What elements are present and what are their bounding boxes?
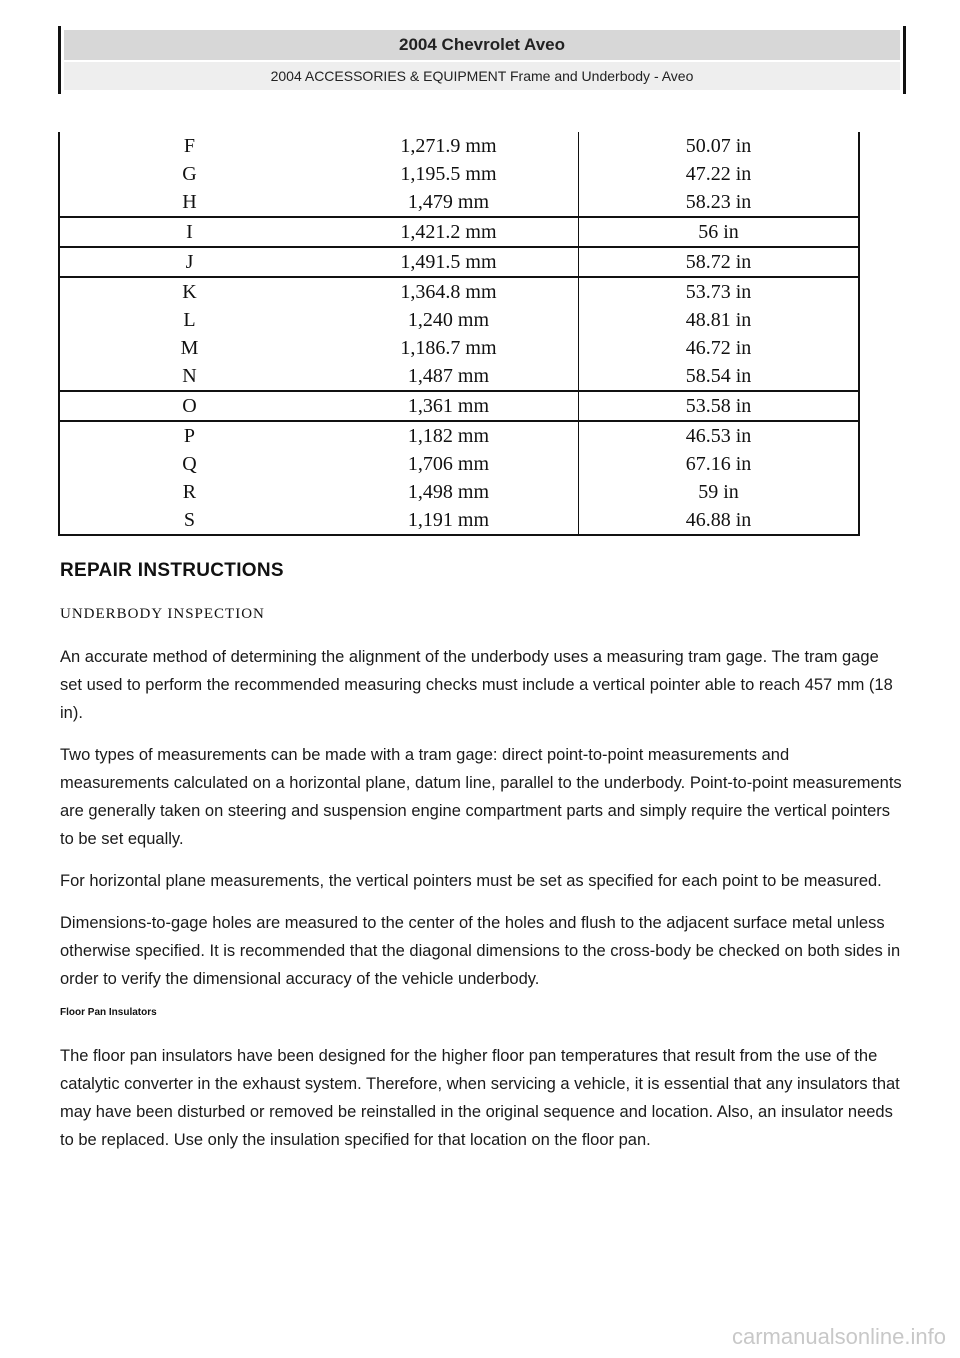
cell-inch: 46.53 in (579, 421, 859, 450)
cell-mm: 1,479 mm (407, 190, 490, 213)
cell-letter: S (59, 506, 319, 535)
cell-inch: 48.81 in (579, 306, 859, 334)
cell-inch: 56 in (579, 217, 859, 247)
table-row (59, 160, 859, 188)
cell-letter: P (59, 421, 319, 450)
cell-mm: 1,706 mm (407, 452, 490, 475)
table-row (59, 334, 859, 362)
cell-letter: R (59, 478, 319, 506)
cell-mm: 1,487 mm (407, 364, 490, 387)
header-left-rule (58, 26, 61, 94)
watermark: carmanualsonline.info (731, 1324, 946, 1349)
paragraph: An accurate method of determining the alignment of the underbody uses a measuring tram gage. The tram gage set used to perform the recommended measuring checks must include a vertical pointer able to reach 457 mm (18 in). (60, 648, 893, 722)
cell-mm: 1,240 mm (407, 308, 490, 331)
cell-mm: 1,182 mm (319, 421, 579, 450)
cell-mm: 1,491.5 mm (319, 247, 579, 277)
cell-letter: G (59, 160, 319, 188)
table-row (59, 306, 859, 334)
cell-inch: 67.16 in (579, 450, 859, 478)
cell-inch: 53.73 in (579, 277, 859, 306)
table-row (59, 247, 859, 277)
section-heading: REPAIR INSTRUCTIONS (60, 560, 284, 581)
cell-inch: 58.23 in (579, 188, 859, 217)
cell-letter: L (59, 306, 319, 334)
cell-letter: H (59, 188, 319, 217)
paragraph: For horizontal plane measurements, the vertical pointers must be set as specified for each point to be measured. (60, 872, 882, 890)
page-header (58, 26, 906, 94)
table-row (59, 450, 859, 478)
repair-instructions (60, 560, 902, 1168)
cell-inch: 47.22 in (579, 160, 859, 188)
cell-inch: 58.72 in (579, 247, 859, 277)
cell-letter: F (59, 132, 319, 160)
cell-mm: 1,421.2 mm (319, 217, 579, 247)
cell-letter: N (59, 362, 319, 391)
cell-inch: 46.72 in (579, 334, 859, 362)
floor-pan-subheading: Floor Pan Insulators (60, 1007, 157, 1018)
header-right-rule (903, 26, 906, 94)
cell-mm: 1,271.9 mm (400, 134, 497, 157)
cell-letter: K (59, 277, 319, 306)
table-row (59, 277, 859, 306)
header-title: 2004 Chevrolet Aveo (64, 30, 900, 60)
paragraph: The floor pan insulators have been designed for the higher floor pan temperatures that result from the use of the catalytic converter in the exhaust system. Therefore, when servicing a vehicle, it is essential that any insulators that may have been disturbed or removed be reinstalled in the original sequence and location. Also, an insulator needs to be replaced. Use only the insulation specified for that location on the floor pan. (60, 1047, 900, 1149)
cell-letter: Q (59, 450, 319, 478)
table-row (59, 506, 859, 535)
cell-mm: 1,364.8 mm (319, 277, 579, 306)
cell-mm: 1,195.5 mm (400, 162, 497, 185)
cell-inch: 50.07 in (579, 132, 859, 160)
cell-mm: 1,361 mm (319, 391, 579, 421)
table-row (59, 478, 859, 506)
cell-letter: O (59, 391, 319, 421)
dimension-table (58, 132, 860, 536)
table-row (59, 188, 859, 217)
cell-mm: 1,191 mm (319, 506, 579, 535)
cell-inch: 58.54 in (579, 362, 859, 391)
cell-letter: J (59, 247, 319, 277)
table-row (59, 421, 859, 450)
paragraph: Two types of measurements can be made with a tram gage: direct point-to-point measurements and measurements calculated on a horizontal plane, datum line, parallel to the underbody. Point-to-point measurements are generally taken on steering and suspension engine compartment parts and simply require the vertical pointers to be set equally. (60, 746, 902, 848)
cell-mm: 1,498 mm (407, 480, 490, 503)
section-subheading: UNDERBODY INSPECTION (60, 606, 265, 622)
cell-letter: I (59, 217, 319, 247)
paragraph: Dimensions-to-gage holes are measured to the center of the holes and flush to the adjacent surface metal unless otherwise specified. It is recommended that the diagonal dimensions to the cross-body be checked on both sides in order to verify the dimensional accuracy of the vehicle underbody. (60, 914, 901, 988)
cell-inch: 59 in (579, 478, 859, 506)
table-row (59, 132, 859, 160)
cell-letter: M (59, 334, 319, 362)
table-row (59, 362, 859, 391)
cell-inch: 46.88 in (579, 506, 859, 535)
table-row (59, 217, 859, 247)
header-subtitle: 2004 ACCESSORIES & EQUIPMENT Frame and Underbody - Aveo (64, 62, 900, 90)
cell-inch: 53.58 in (579, 391, 859, 421)
table-row (59, 391, 859, 421)
cell-mm: 1,186.7 mm (400, 336, 497, 359)
